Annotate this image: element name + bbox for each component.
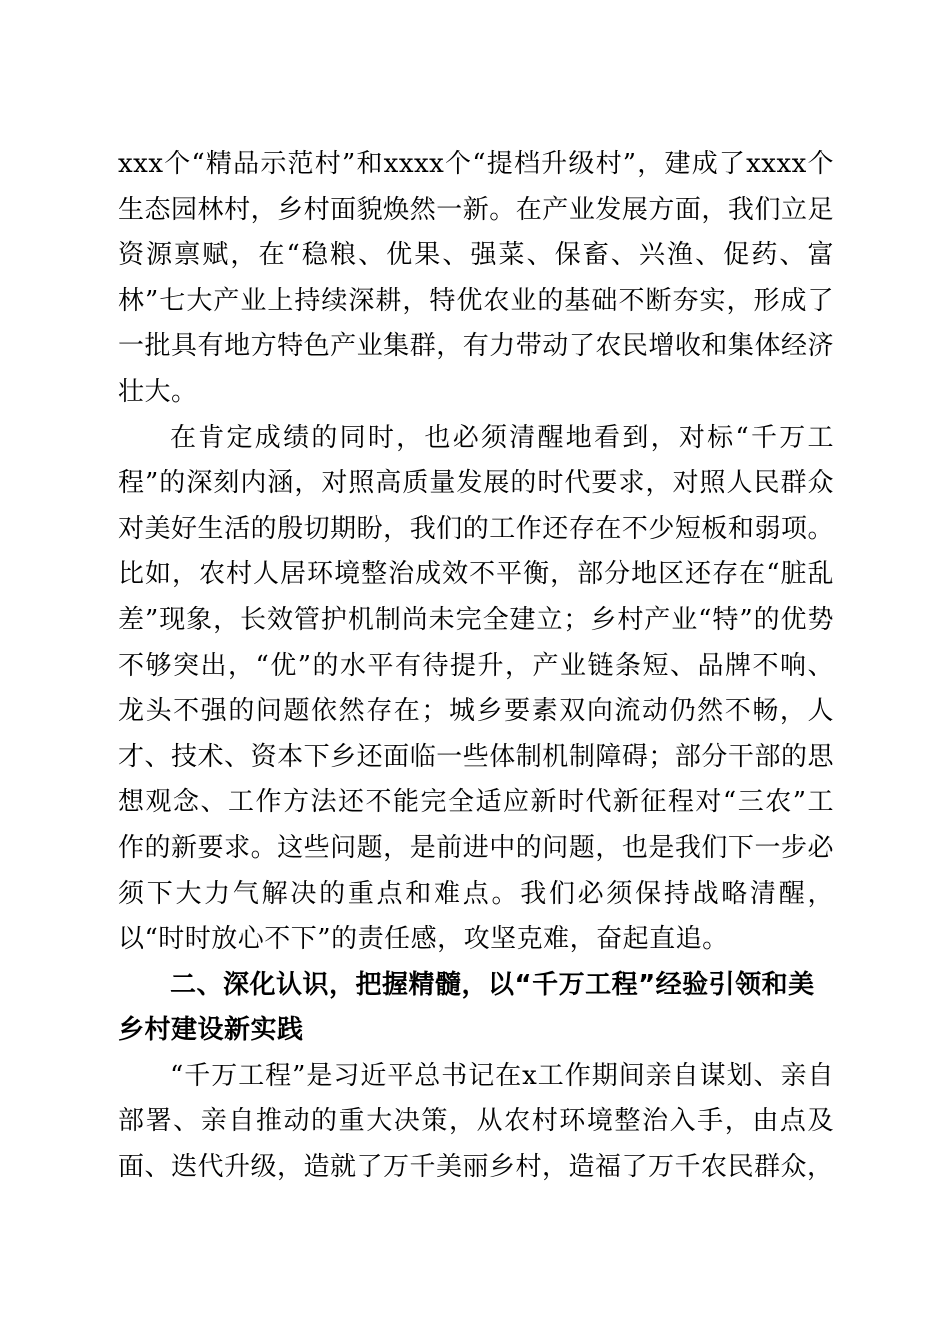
section-heading: 二、深化认识，把握精髓，以“千万工程”经验引领和美乡村建设新实践	[118, 969, 815, 1046]
document-page	[118, 142, 834, 1191]
paragraph-shortcomings: 在肯定成绩的同时，也必须清醒地看到，对标“千万工程”的深刻内涵，对照高质量发展的时代要求，对照人民群众对美好生活的殷切期盼，我们的工作还存在不少短板和弱项。比如，农村人居环境整治成效不平衡，部分地区还存在“脏乱差”现象，长效管护机制尚未完全建立；乡村产业“特”的优势不够突出，“优”的水平有待提升，产业链条短、品牌不响、龙头不强的问题依然存在；城乡要素双向流动仍然不畅，人才、技术、资本下乡还面临一些体制机制障碍；部分干部的思想观念、工作方法还不能完全适应新时代新征程对“三农”工作的新要求。这些问题，是前进中的问题，也是我们下一步必须下大力气解决的重点和难点。我们必须保持战略清醒，以“时时放心不下”的责任感，攻坚克难，奋起直追。	[118, 422, 834, 955]
paragraph-achievements: xxx个“精品示范村”和xxxx个“提档升级村”，建成了xxxx个生态园林村，乡村面貌焕然一新。在产业发展方面，我们立足资源禀赋，在“稳粮、优果、强菜、保畜、兴渔、促药、富林”七大产业上持续深耕，特优农业的基础不断夯实，形成了一批具有地方特色产业集群，有力带动了农民增收和集体经济壮大。	[118, 149, 834, 407]
paragraph-thousand-project: “千万工程”是习近平总书记在x工作期间亲自谋划、亲自部署、亲自推动的重大决策，从农村环境整治入手，由点及面、迭代升级，造就了万千美丽乡村，造福了万千农民群众，	[118, 1060, 834, 1183]
